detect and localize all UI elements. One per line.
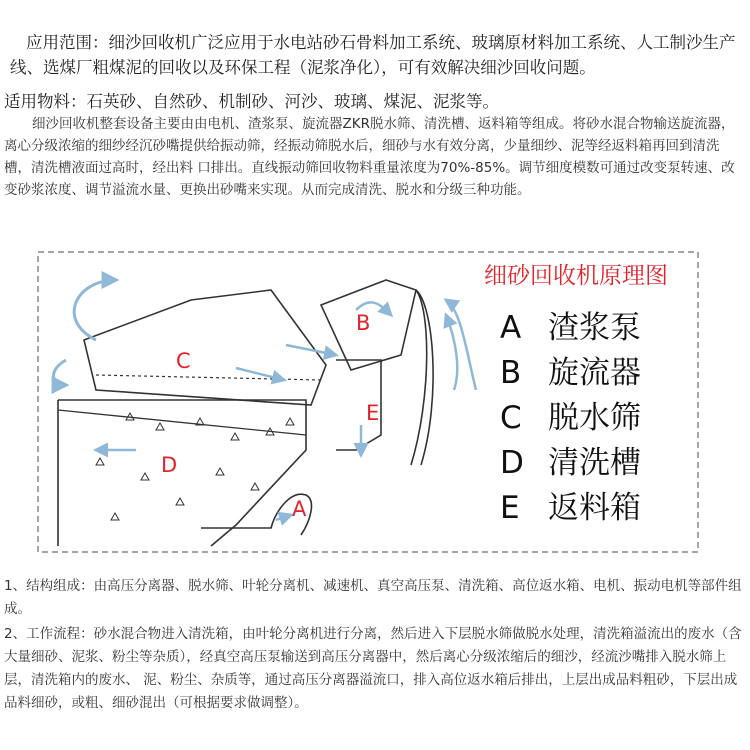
scope-label: 应用范围： bbox=[26, 33, 109, 52]
label-d: D bbox=[161, 453, 178, 477]
scope-paragraph bbox=[10, 30, 750, 80]
legend-row-b: B 旋流器 bbox=[500, 355, 641, 391]
materials-label: 适用物料： bbox=[4, 92, 87, 111]
label-b: B bbox=[356, 311, 371, 335]
materials-text: 石英砂、自然砂、机制砂、河沙、玻璃、煤泥、泥浆等。 bbox=[86, 92, 499, 111]
dewatering-screen-outline bbox=[84, 290, 326, 405]
legend-row-e: E 返料箱 bbox=[500, 490, 641, 526]
materials-paragraph bbox=[4, 88, 744, 112]
description-paragraph: 细沙回收机整套设备主要由由电机、渣浆泵、旋流器ZKR脱水筛、清洗槽、返料箱等组成。将砂水混合物输送旋流器，离心分级浓缩的细纱经沉砂嘴提供给振动筛，经振动筛脱水后，细砂与水有效分离，少量细纱、泥等经返料箱再回到清洗槽，清洗槽液面过高时，经出料 口排出。直线振动筛回收物料重量浓度为70%-85%。调节细度模数可通过改变泵转速、改变砂浆浓度、调节溢流水量、更换出砂嘴来实现。从而完成清洗、脱水和分级三种功能。 bbox=[4, 116, 735, 198]
diagram-title: 细砂回收机原理图 bbox=[484, 263, 668, 289]
label-c: C bbox=[176, 349, 191, 373]
label-a: A bbox=[292, 497, 307, 521]
structure-paragraph: 1、结构组成：由高压分离器、脱水筛、叶轮分离机、减速机、真空高压泵、清洗箱、高位返水箱、电机、振动电机等部件组成。 bbox=[4, 578, 742, 617]
label-e: E bbox=[366, 401, 380, 425]
legend bbox=[500, 306, 641, 531]
return-pipe bbox=[411, 290, 433, 465]
process-paragraph: 2、工作流程：砂水混合物进入清洗箱，由叶轮分离机进行分离，然后进入下层脱水筛做脱水处理，清洗箱溢流出的废水（含大量细砂、泥浆、粉尘等杂质），经真空高压泵输送到高压分离器中，然后离心分级浓缩后的细沙，经流沙嘴排入脱水筛上层，清洗箱内的废水、 泥、粉尘、杂质等，通过高压分离器溢流口，排入高位返水箱后排出，上层出成品料粗砂，下层出成品料细砂，或粗、细砂混出（可根据要求做调整）。 bbox=[4, 626, 742, 711]
legend-row-c: C 脱水筛 bbox=[500, 400, 641, 436]
scope-text: 细沙回收机广泛应用于水电站砂石骨料加工系统、玻璃原材料加工系统、人工制沙生产线、选煤厂粗煤泥的回收以及环保工程（泥浆净化），可有效解决细沙回收问题。 bbox=[10, 33, 736, 77]
legend-row-a: A 渣浆泵 bbox=[500, 310, 641, 346]
legend-row-d: D 清洗槽 bbox=[500, 445, 641, 481]
